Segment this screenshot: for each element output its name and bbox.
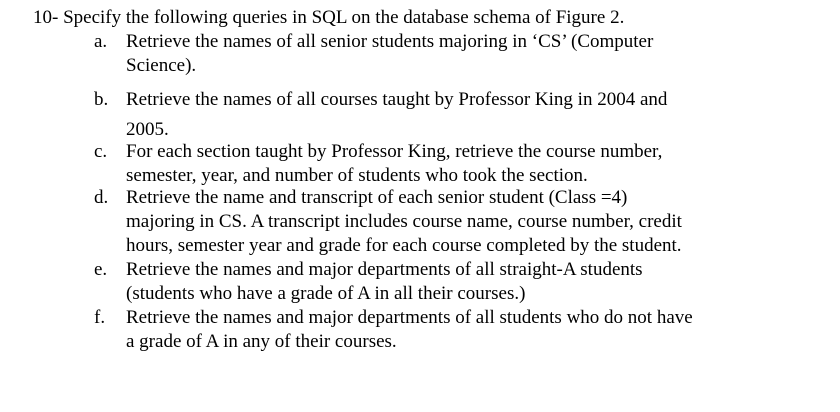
item-marker: e.	[94, 259, 108, 280]
item-marker: d.	[94, 187, 109, 208]
item-text-line: majoring in CS. A transcript includes course name, course number, credit	[126, 211, 682, 232]
item-marker: c.	[94, 141, 108, 162]
item-text	[126, 30, 826, 78]
item-text-line: 2005.	[126, 119, 169, 140]
item-text-line: Retrieve the names and major departments of all straight-A students	[126, 259, 643, 280]
item-marker: f.	[94, 307, 106, 328]
item-marker: b.	[94, 89, 109, 110]
item-text-line: a grade of A in any of their courses.	[126, 331, 397, 352]
item-text	[126, 186, 826, 258]
item-marker: a.	[94, 31, 108, 52]
item-text-line: Retrieve the names and major departments of all students who do not have	[126, 307, 693, 328]
item-text-line: hours, semester year and grade for each course completed by the student.	[126, 235, 682, 256]
item-text-line: Retrieve the names of all courses taught by Professor King in 2004 and	[126, 89, 668, 110]
question-heading: 10- Specify the following queries in SQL on the database schema of Figure 2.	[33, 7, 625, 28]
item-text	[126, 140, 826, 188]
item-text-line: For each section taught by Professor King, retrieve the course number,	[126, 141, 663, 162]
item-text-line: (students who have a grade of A in all their courses.)	[126, 283, 526, 304]
item-text-line: semester, year, and number of students who took the section.	[126, 165, 588, 186]
item-text-line: Retrieve the name and transcript of each senior student (Class =4)	[126, 187, 628, 208]
item-text-line: Science).	[126, 55, 197, 76]
item-text	[126, 258, 826, 306]
item-text	[126, 306, 826, 354]
item-text	[126, 88, 826, 142]
item-text-line: Retrieve the names of all senior students majoring in ‘CS’ (Computer	[126, 31, 654, 52]
